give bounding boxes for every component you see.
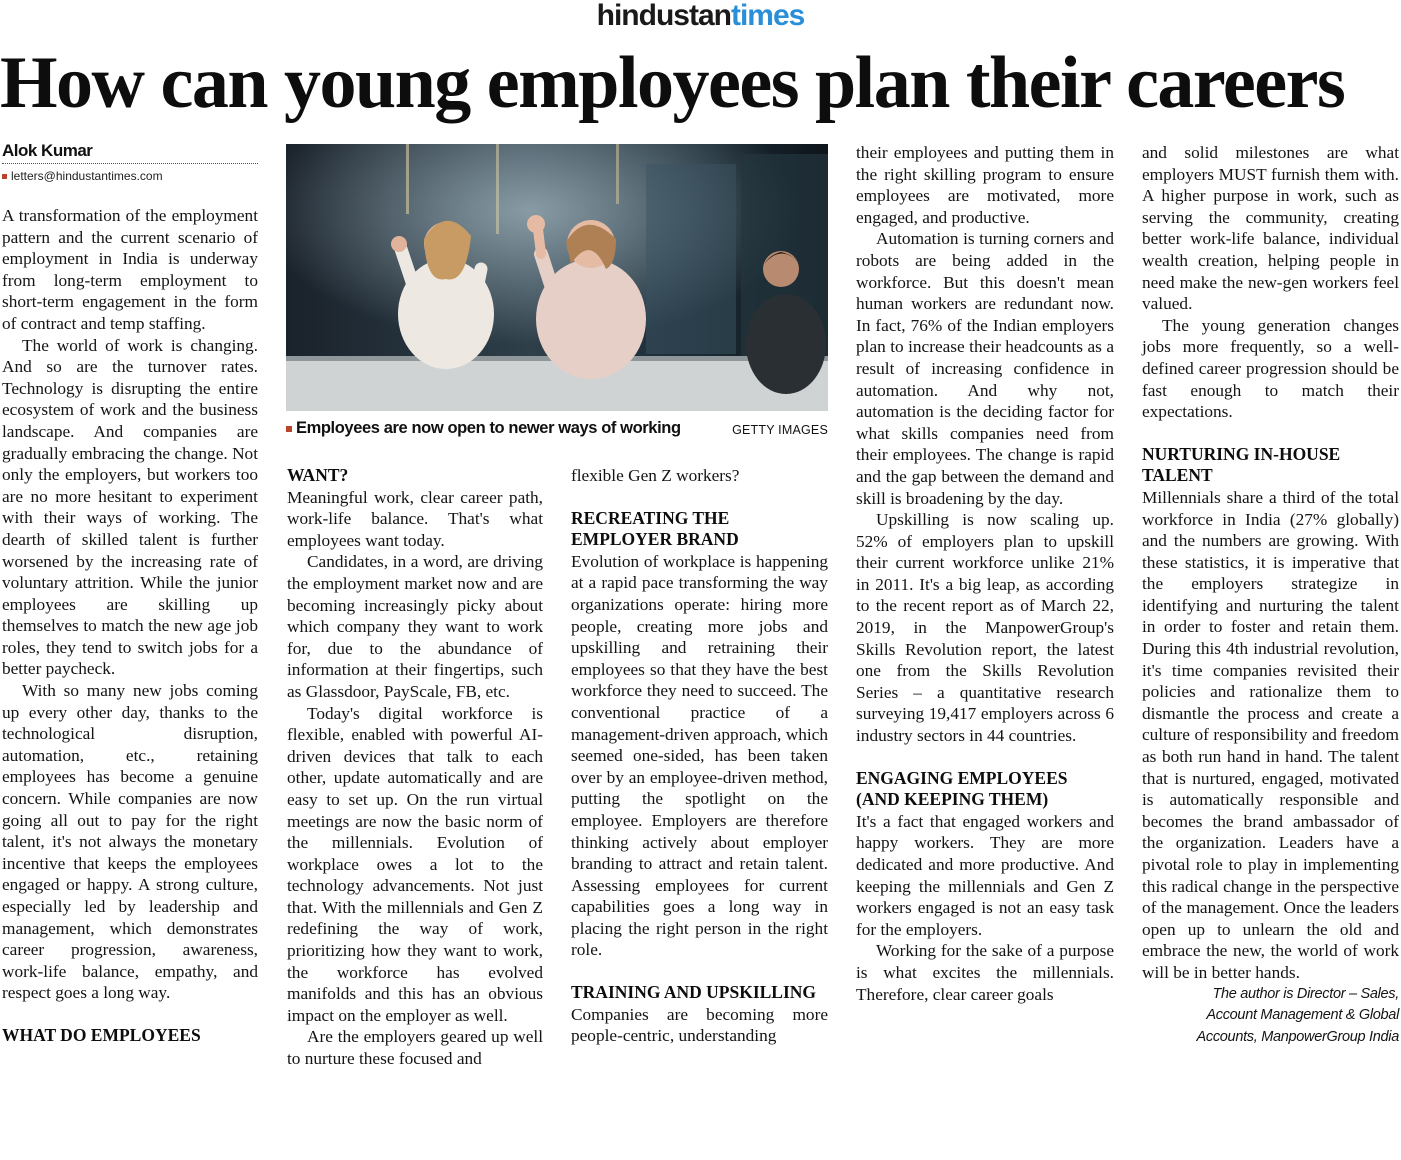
byline-email[interactable]: letters@hindustantimes.com bbox=[11, 169, 163, 183]
paragraph: Are the employers geared up well to nurture these focused and bbox=[287, 1027, 543, 1069]
author-bio-line: Account Management & Global bbox=[1206, 1007, 1399, 1024]
author-bio-line: Accounts, ManpowerGroup India bbox=[1196, 1028, 1399, 1045]
paragraph: It's a fact that engaged workers and happy workers. They are more dedicated and more productive. And keeping the millennials and Gen Z workers engaged is not an easy task for the employers. bbox=[856, 811, 1114, 939]
section-heading: RECREATING THE EMPLOYER BRAND bbox=[571, 507, 739, 550]
article-column-4 bbox=[856, 142, 1114, 1005]
paragraph: Upskilling is now scaling up. 52% of employers plan to upskill their current workforce unlike 21% in 2011. It's a big leap, as according to the recent report as of March 22, 2019, in the ManpowerGroup's Skills Revolution report, the latest one from the Skills Revolution Series – a quantitative research surveying 19,417 employers across 6 industry sectors in 44 countries. bbox=[856, 510, 1114, 746]
paragraph: A transformation of the employment pattern and the current scenario of employment in India is underway from long-term employment to short-term engagement in the form of contract and temp staffing. bbox=[2, 206, 258, 333]
section-heading: WHAT DO EMPLOYEES bbox=[2, 1024, 201, 1045]
paragraph: and solid milestones are what employers MUST furnish them with. A higher purpose in work, such as serving the community, creating better work-life balance, individual wealth creation, helping people in need make the new-gen workers feel valued. bbox=[1142, 143, 1399, 314]
paragraph: Automation is turning corners and robots are being added in the workforce. But this doesn't mean human workers are redundant now. In fact, 76% of the Indian employers plan to increase their headcounts as a result of increasing confidence in automation. And why not, automation is the deciding factor for what skills companies need from their employees. The change is rapid and the gap between the demand and skill is broadening by the day. bbox=[856, 229, 1114, 508]
article-column-3 bbox=[571, 465, 828, 1047]
section-heading: ENGAGING EMPLOYEES (AND KEEPING THEM) bbox=[856, 767, 1068, 810]
section-heading: TRAINING AND UPSKILLING bbox=[571, 982, 817, 1003]
article-column-2 bbox=[287, 465, 543, 1070]
byline-author: Alok Kumar bbox=[2, 141, 258, 164]
paragraph: Working for the sake of a purpose is what excites the millennials. Therefore, clear career goals bbox=[856, 941, 1114, 1004]
bullet-icon bbox=[286, 426, 292, 432]
article-headline: How can young employees plan their careers bbox=[0, 42, 1345, 124]
masthead-logo-part1: hindustan bbox=[596, 0, 731, 32]
paragraph: Companies are becoming more people-centric, understanding bbox=[571, 1004, 828, 1046]
photo-caption-text: Employees are now open to newer ways of working bbox=[296, 419, 681, 437]
photo-caption bbox=[286, 419, 681, 438]
paragraph: The world of work is changing. And so are the turnover rates. Technology is disrupting the entire ecosystem of work and the business landscape. And companies are gradually embracing the change. Not only the employers, but workers too are no more hesitant to experiment with their ways of working. The dearth of skilled talent is further worsened by the increasing rate of voluntary attrition. While the junior employees are skilling up themselves to match the new age job roles, they tend to switch jobs for a better paycheck. bbox=[2, 335, 258, 679]
bullet-icon bbox=[2, 174, 7, 179]
section-heading: NURTURING IN-HOUSE TALENT bbox=[1142, 443, 1341, 486]
paragraph: their employees and putting them in the right skilling program to ensure employees are motivated, more engaged, and productive. bbox=[856, 143, 1114, 227]
photo-caption-row bbox=[286, 419, 828, 443]
paragraph: The young generation changes jobs more frequently, so a well-defined career progression should be fast enough to match their expectations. bbox=[1142, 315, 1399, 422]
photo-credit: GETTY IMAGES bbox=[732, 423, 828, 437]
section-heading: WANT? bbox=[287, 465, 349, 485]
paragraph: Millennials share a third of the total workforce in India (27% globally) and the numbers are growing. With these statistics, it is imperative that the employers strategize in identifying and nurturing the talent in order to foster and retain them. During this 4th industrial revolution, it's time companies revisited their policies and rationalize them to dismantle the process and create a culture of responsibility and freedom as both run hand in hand. The talent that is nurtured, engaged, motivated is automatically responsible and becomes the brand ambassador of the organization. Leaders have a pivotal role to play in implementing this radical change in the perspective of the management. Once the leaders open up to unlearn the old and embrace the new, the world of work will be in better hands. bbox=[1142, 487, 1399, 982]
masthead-logo-part2: times bbox=[730, 0, 805, 32]
paragraph: With so many new jobs coming up every other day, thanks to the technological disruption, automation, etc., retaining employees has become a genuine concern. While companies are now going all out to pay for the right talent, it's not always the monetary incentive that keeps the employees engaged or happy. A strong culture, especially led by leadership and management, which demonstrates career progression, awareness, work-life balance, empathy, and respect goes a long way. bbox=[2, 681, 258, 1003]
paragraph: Meaningful work, clear career path, work-life balance. That's what employees want today. bbox=[287, 487, 543, 550]
author-bio-line: The author is Director – Sales, bbox=[1212, 985, 1399, 1002]
byline bbox=[2, 141, 258, 183]
article-column-1 bbox=[2, 205, 258, 1047]
paragraph: Candidates, in a word, are driving the employment market now and are becoming increasingly picky about which company they want to work for, due to the abundance of information at their fingertips, such as Glassdoor, PayScale, FB, etc. bbox=[287, 552, 543, 701]
paragraph: flexible Gen Z workers? bbox=[571, 466, 740, 485]
paragraph: Today's digital workforce is flexible, enabled with powerful AI-driven devices that talk to each other, update automatically and are easy to set up. On the run virtual meetings are now the basic norm of the millennials. Evolution of workplace owes a lot to the technology advancements. Not just that. With the millennials and Gen Z redefining the way of work, prioritizing how they want to work, the workforce has evolved manifolds and this has an obvious impact on the employer as well. bbox=[287, 703, 543, 1025]
article-column-5 bbox=[1142, 142, 1399, 1048]
masthead-logo bbox=[0, 0, 1401, 36]
office-celebration-photo bbox=[286, 144, 828, 411]
byline-email-row bbox=[2, 169, 258, 183]
article-photo bbox=[286, 144, 828, 411]
paragraph: Evolution of workplace is happening at a rapid pace transforming the way organizations operate: hiring more people, creating more jobs and upskilling and retraining their employees so that they have the best workforce they need to succeed. The conventional practice of a management-driven approach, which seemed one-sided, has been taken over by an employee-driven method, putting the spotlight on the employee. Employers are therefore thinking actively about employer branding to attract and retain talent. Assessing employees for current capabilities goes a long way in placing the right person in the right role. bbox=[571, 551, 828, 960]
